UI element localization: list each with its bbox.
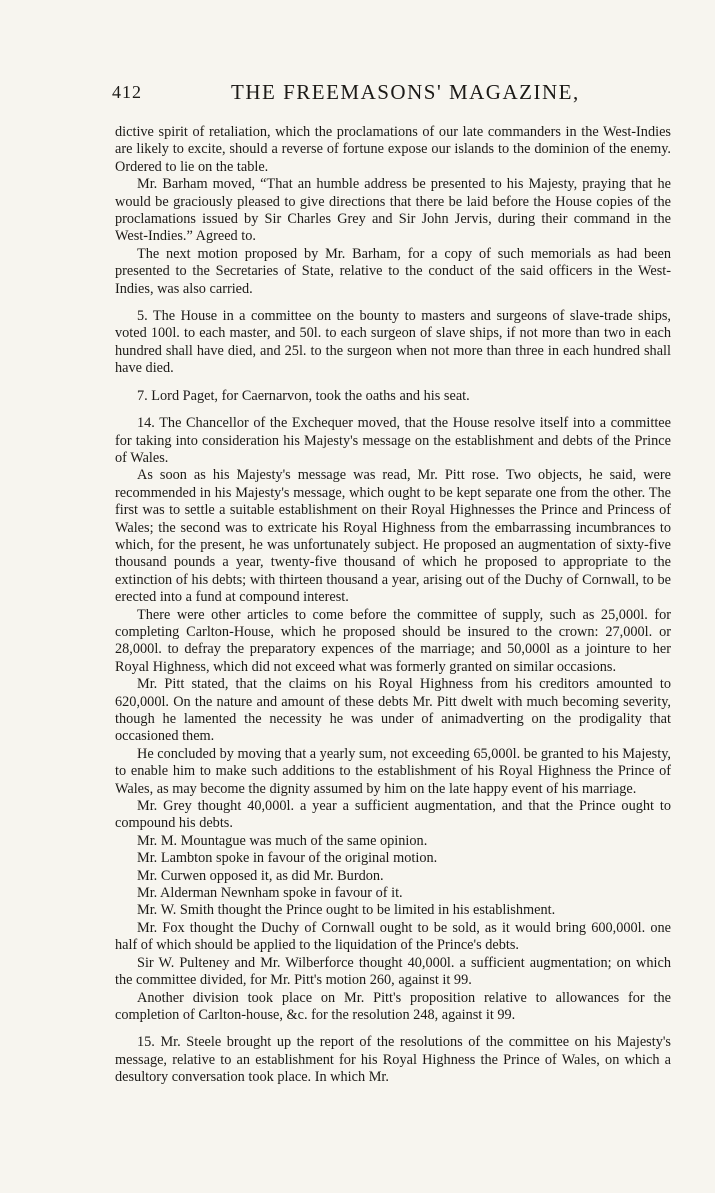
paragraph: 5. The House in a committee on the bounty to masters and surgeons of slave-trade ships, voted 100l. to each master, and 50l. to each surgeon of slave ships, if not more than two in each hundred shall have died, and 25l. to the surgeon when not more than three in each hundred shall have died. [115, 308, 671, 377]
running-title: THE FREEMASONS' MAGAZINE, [231, 80, 580, 104]
paragraph: As soon as his Majesty's message was read, Mr. Pitt rose. Two objects, he said, were recommended in his Majesty's message, which ought to be kept separate one from the other. The first was to settle a suitable establishment on their Royal Highnesses the Prince and Princess of Wales; the second was to extricate his Royal Highness from the embarrassing incumbrances to which, for the present, he was unfortunately subject. He proposed an augmentation of sixty-five thousand pounds a year, twenty-five thousand of which he proposed to appropriate to the extinction of his debts; with thirteen thousand a year, arising out of the Duchy of Cornwall, to be erected into a fund at compound interest. [115, 467, 671, 606]
paragraph: Mr. Alderman Newnham spoke in favour of it. [137, 885, 403, 902]
page-number: 412 [112, 82, 142, 102]
paragraph: He concluded by moving that a yearly sum, not exceeding 65,000l. be granted to his Majesty, to enable him to make such additions to the establishment of his Royal Highness the Prince of Wales, as may become the dignity assumed by him on the late happy event of his marriage. [115, 745, 671, 797]
paragraph: 7. Lord Paget, for Caernarvon, took the oaths and his seat. [137, 387, 470, 404]
paragraph: Mr. Fox thought the Duchy of Cornwall ought to be sold, as it would bring 600,000l. one half of which should be applied to the liquidation of the Prince's debts. [115, 919, 671, 954]
paragraph: Another division took place on Mr. Pitt's proposition relative to allowances for the completion of Carlton-house, &c. for the resolution 248, against it 99. [115, 989, 671, 1023]
paragraph: There were other articles to come before the committee of supply, such as 25,000l. for completing Carlton-House, which he proposed should be insured to the crown: 27,000l. or 28,000l. to defray the preparatory expences of the marriage; and 50,000l as a jointure to her Royal Highness, which did not exceed what was formerly granted on similar occasions. [115, 606, 671, 675]
paragraph: Mr. Lambton spoke in favour of the original motion. [137, 850, 438, 867]
article-body [115, 124, 671, 1087]
paragraph: Mr. Pitt stated, that the claims on his Royal Highness from his creditors amounted to 620,000l. On the nature and amount of these debts Mr. Pitt dwelt with much becoming severity, though he lamented the necessity he was under of animadverting on the prodigality that occasioned them. [115, 676, 671, 745]
paragraph: Mr. M. Mountague was much of the same opinion. [137, 832, 428, 849]
paragraph: Mr. Grey thought 40,000l. a year a sufficient augmentation, and that the Prince ought to compound his debts. [115, 798, 671, 832]
paragraph: dictive spirit of retaliation, which the proclamations of our late commanders in the West-Indies are likely to excite, should a reverse of fortune expose our islands to the dominion of the enemy. Ordered to lie on the table. [115, 124, 671, 175]
paragraph: Mr. Curwen opposed it, as did Mr. Burdon. [137, 867, 384, 884]
paragraph: Sir W. Pulteney and Mr. Wilberforce thought 40,000l. a sufficient augmentation; on which the committee divided, for Mr. Pitt's motion 260, against it 99. [115, 954, 671, 989]
paragraph: Mr. Barham moved, “That an humble address be presented to his Majesty, praying that he would be graciously pleased to give directions that there be laid before the House copies of the proclamations issued by Sir Charles Grey and Sir John Jervis, during their command in the West-Indies.” Agreed to. [115, 176, 671, 245]
page-header [112, 80, 675, 114]
paragraph: The next motion proposed by Mr. Barham, for a copy of such memorials as had been presented to the Secretaries of State, relative to the conduct of the said officers in the West-Indies, was also carried. [115, 245, 671, 297]
paragraph: Mr. W. Smith thought the Prince ought to be limited in his establishment. [137, 902, 556, 919]
paragraph: 15. Mr. Steele brought up the report of the resolutions of the committee on his Majesty's message, relative to an establishment for his Royal Highness the Prince of Wales, on which a desultory conversation took place. In which Mr. [115, 1034, 671, 1086]
paragraph: 14. The Chancellor of the Exchequer moved, that the House resolve itself into a committee for taking into consideration his Majesty's message on the establishment and debts of the Prince of Wales. [115, 415, 671, 466]
